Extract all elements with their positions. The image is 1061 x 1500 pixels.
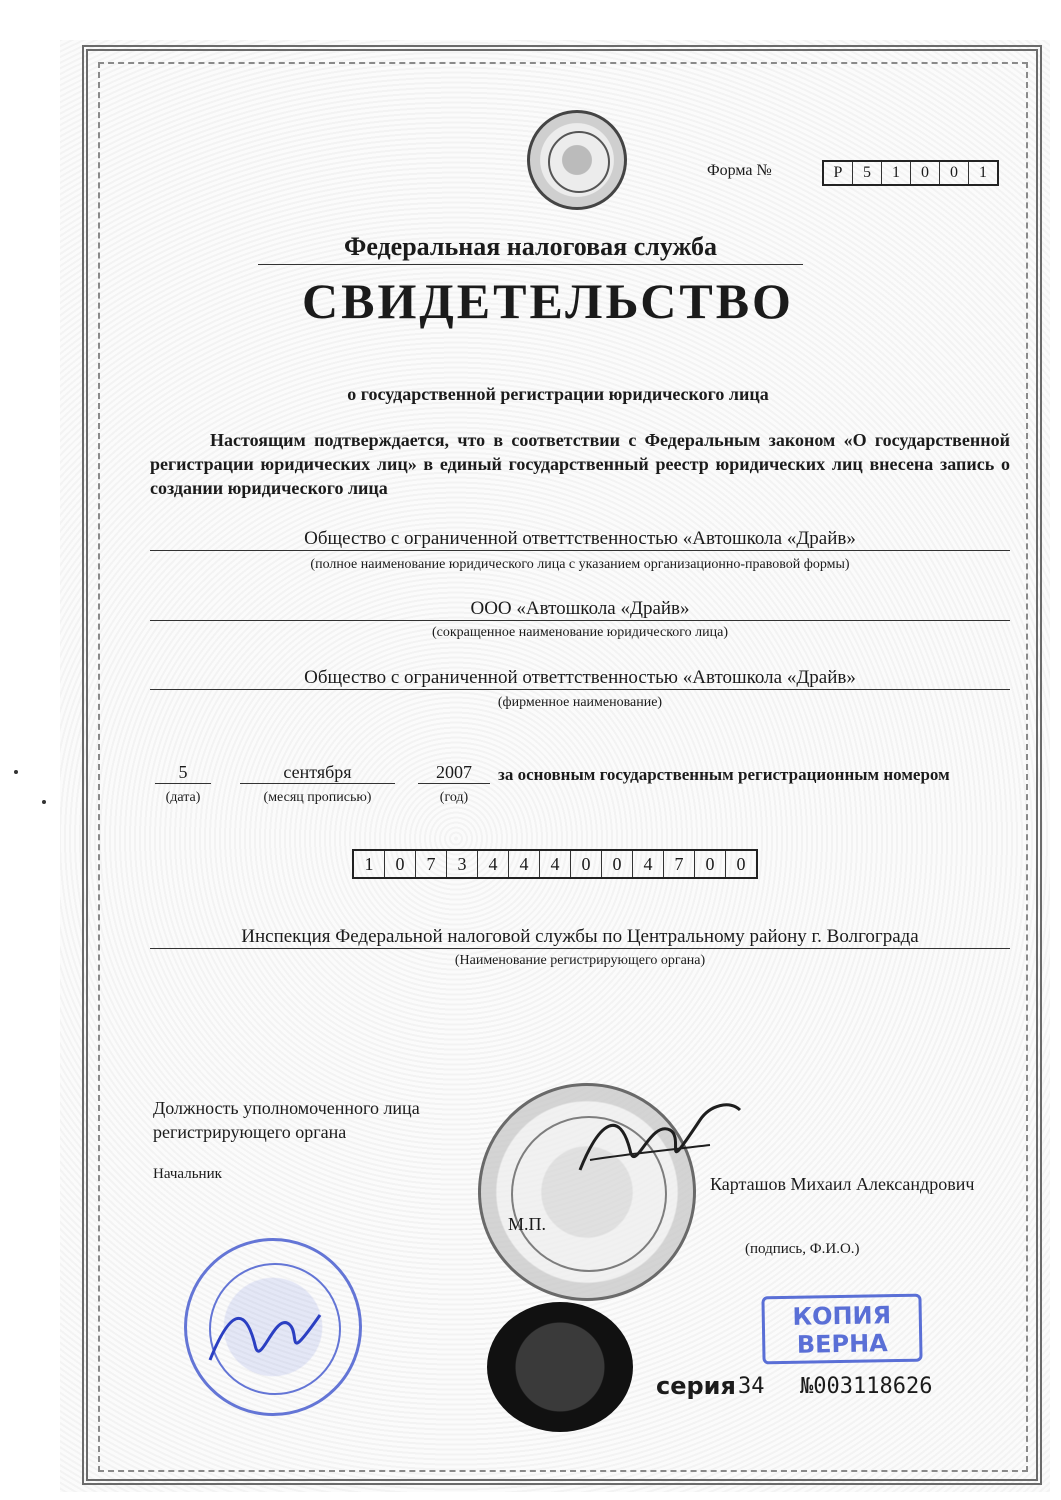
- form-code-cell: 1: [979, 164, 987, 181]
- form-code-cell: 0: [940, 162, 969, 184]
- ogrn-digit: 1: [354, 851, 385, 877]
- stamp-line-2: ВЕРНА: [796, 1329, 888, 1359]
- agency-name: Федеральная налоговая служба: [258, 232, 803, 265]
- firm-name-caption: (фирменное наименование): [497, 695, 663, 710]
- form-code-cell: Р: [824, 162, 853, 184]
- ogrn-label: за основным государственным регистрационным номером: [498, 765, 950, 784]
- short-name-value: ООО «Автошкола «Драйв»: [150, 598, 1010, 621]
- authority-name: Инспекция Федеральной налоговой службы по Центральному району г. Волгограда: [150, 926, 1010, 949]
- series-number: 34: [738, 1374, 765, 1399]
- intro-paragraph: [150, 428, 1010, 500]
- blue-signature-scribble: [200, 1290, 340, 1380]
- ogrn-digit: 4: [633, 851, 664, 877]
- ogrn-digit: 0: [736, 853, 746, 874]
- ogrn-digit: 3: [447, 851, 478, 877]
- authority-caption: (Наименование регистрирующего органа): [454, 953, 706, 968]
- ogrn-digit: 0: [385, 851, 416, 877]
- position-label: Должность уполномоченного лица регистрирующего органа: [153, 1098, 420, 1142]
- ogrn-number-boxes: [352, 849, 758, 879]
- stamp-line-1: КОПИЯ: [792, 1301, 892, 1331]
- intro-text: Настоящим подтверждается, что в соответствии с Федеральным законом «О государственной регистрации юридических лиц» в единый государственный реестр юридических лиц внесена запись о создании юридического лица: [150, 430, 1010, 498]
- copy-certified-stamp: [761, 1294, 922, 1365]
- ogrn-digit: 0: [602, 851, 633, 877]
- firm-name-value: Общество с ограниченной ответтственностью «Автошкола «Драйв»: [150, 667, 1010, 690]
- form-code-cell: 1: [882, 162, 911, 184]
- signer-name: Карташов Михаил Александрович: [710, 1174, 975, 1194]
- document-subtitle: о государственной регистрации юридического лица: [347, 384, 769, 404]
- fns-emblem-seal: [527, 110, 627, 210]
- registration-month: сентября: [240, 762, 395, 784]
- form-label: Форма №: [707, 162, 772, 179]
- form-code-cell: 5: [853, 162, 882, 184]
- mp-label: М.П.: [508, 1214, 547, 1234]
- day-caption: (дата): [165, 790, 201, 805]
- ogrn-digit: 4: [540, 851, 571, 877]
- ogrn-digit: 7: [664, 851, 695, 877]
- dark-emblem-hologram: [487, 1302, 633, 1432]
- form-code-boxes: [822, 160, 999, 186]
- full-name-caption: (полное наименование юридического лица с указанием организационно-правовой формы): [310, 557, 850, 572]
- scan-speck: [14, 770, 18, 774]
- document-title: СВИДЕТЕЛЬСТВО: [302, 273, 794, 329]
- registration-year: 2007: [418, 762, 490, 784]
- ogrn-digit: 4: [478, 851, 509, 877]
- position-value: Начальник: [153, 1166, 222, 1182]
- ogrn-digit: 4: [509, 851, 540, 877]
- ogrn-digit: 7: [416, 851, 447, 877]
- ogrn-digit: 0: [695, 851, 726, 877]
- serial-number: №003118626: [800, 1374, 933, 1399]
- signature-caption: (подпись, Ф.И.О.): [745, 1241, 860, 1257]
- scan-speck: [42, 800, 46, 804]
- form-code-cell: 0: [911, 162, 940, 184]
- series-label: серия: [656, 1372, 736, 1400]
- month-caption: (месяц прописью): [263, 790, 372, 805]
- registration-day: 5: [155, 762, 211, 784]
- ogrn-digit: 0: [571, 851, 602, 877]
- short-name-caption: (сокращенное наименование юридического лица): [431, 625, 729, 640]
- full-name-value: Общество с ограниченной ответтственностью «Автошкола «Драйв»: [150, 528, 1010, 551]
- year-caption: (год): [439, 790, 469, 805]
